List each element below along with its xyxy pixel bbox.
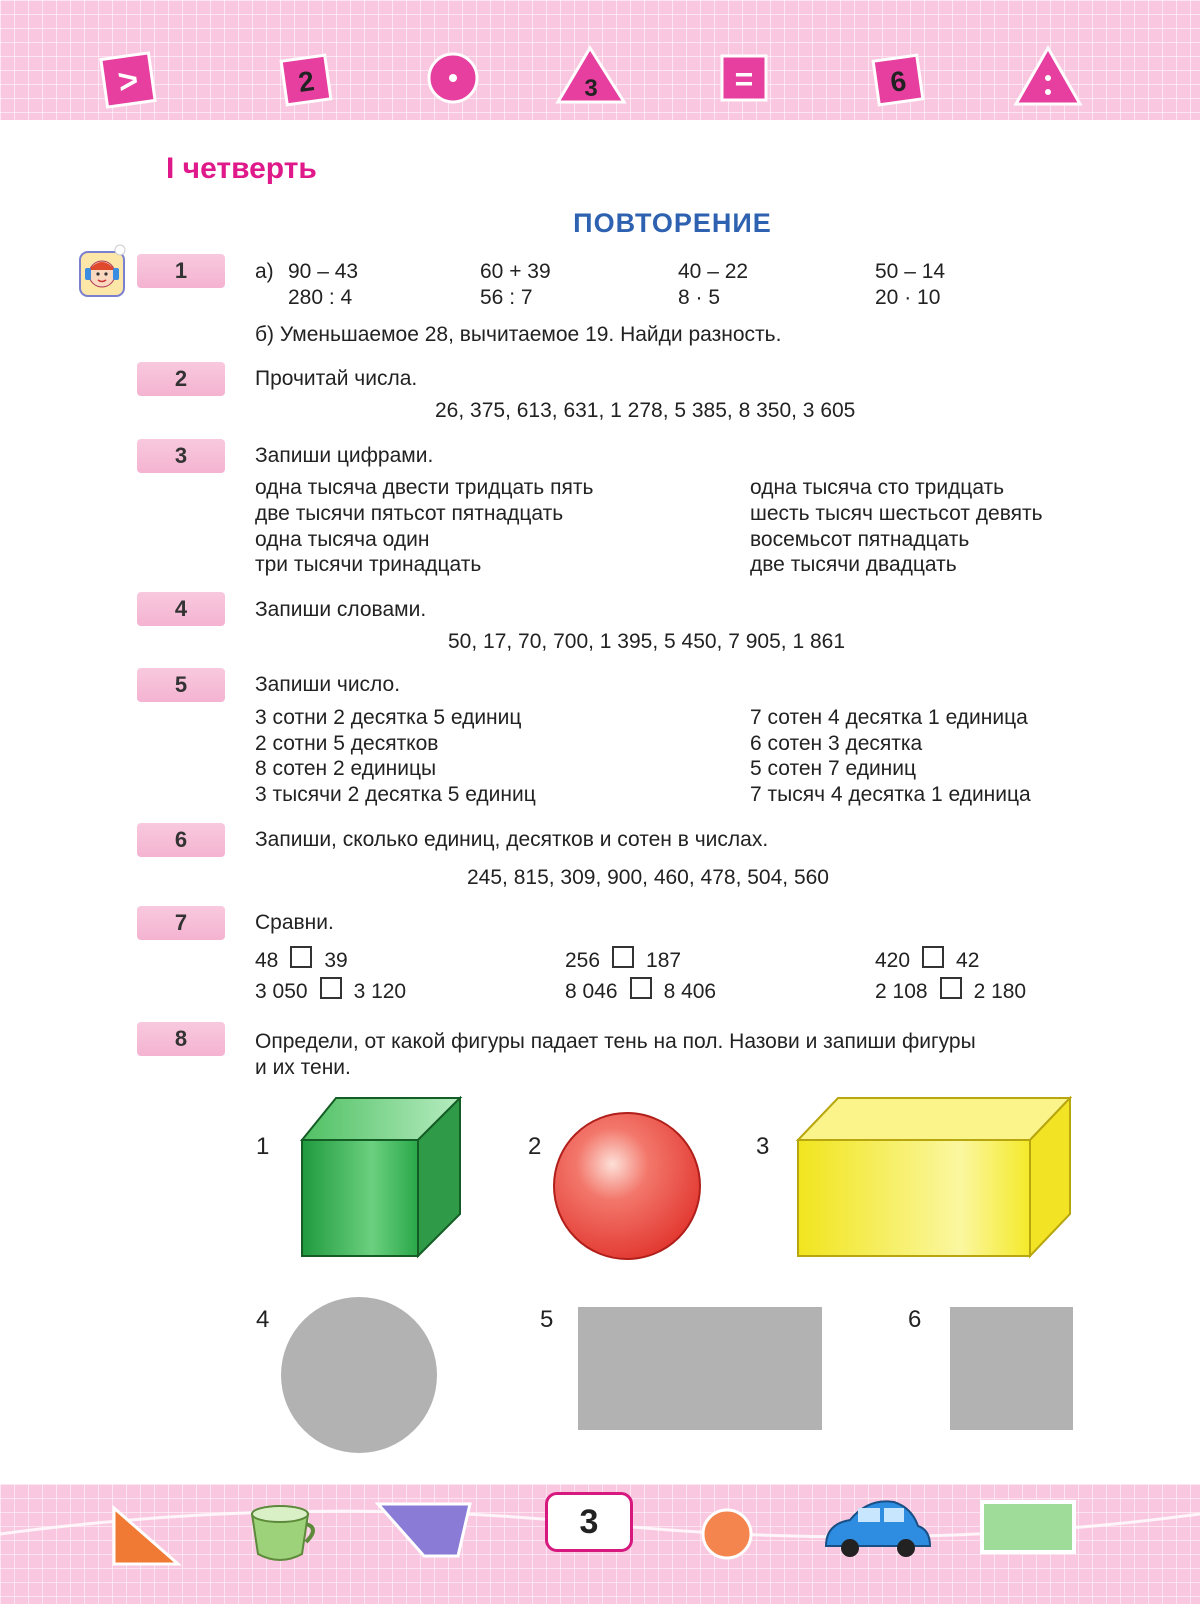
task-2-numbers: 26, 375, 613, 631, 1 278, 5 385, 8 350, 3 605 — [435, 399, 856, 422]
task-4-numbers: 50, 17, 70, 700, 1 395, 5 450, 7 905, 1 861 — [448, 630, 846, 653]
shadow-circle — [281, 1297, 437, 1453]
task-5-right: 7 тысяч 4 десятка 1 единица — [750, 783, 1031, 806]
task-8-badge: 8 — [137, 1022, 225, 1056]
compare-left: 3 050 — [255, 980, 308, 1003]
compare-pair — [875, 977, 1026, 1004]
task-1-b: б) Уменьшаемое 28, вычитаемое 19. Найди разность. — [255, 323, 782, 346]
task-3-title: Запиши цифрами. — [255, 444, 434, 467]
task-4-title: Запиши словами. — [255, 598, 427, 621]
task-1-expr: 280 : 4 — [288, 286, 353, 309]
compare-box[interactable] — [940, 977, 962, 999]
task-3-badge: 3 — [137, 439, 225, 473]
shadow-wide-rectangle — [578, 1307, 822, 1430]
task-3-left: две тысячи пятьсот пятнадцать — [255, 502, 564, 525]
section-title: ПОВТОРЕНИЕ — [573, 208, 772, 238]
compare-box[interactable] — [630, 977, 652, 999]
figure-label-3: 3 — [756, 1133, 770, 1160]
digit-2-icon — [281, 55, 331, 105]
equals-icon — [722, 56, 766, 100]
task-1-expr: 90 – 43 — [288, 260, 359, 283]
compare-pair — [565, 946, 681, 973]
compare-box[interactable] — [922, 946, 944, 968]
task-5-left: 8 сотен 2 единицы — [255, 757, 437, 780]
task-5-left: 3 тысячи 2 десятка 5 единиц — [255, 783, 536, 806]
task-1-expr: 20 · 10 — [875, 286, 941, 309]
compare-right: 3 120 — [353, 980, 407, 1003]
compare-right: 42 — [956, 949, 980, 972]
compare-pair — [565, 977, 716, 1004]
compare-pair — [255, 977, 406, 1004]
task-6-badge: 6 — [137, 823, 225, 857]
quarter-title: I четверть — [166, 152, 317, 185]
digit-6-icon — [873, 55, 923, 105]
task-3-right: одна тысяча сто тридцать — [750, 476, 1005, 499]
task-5-title: Запиши число. — [255, 673, 401, 696]
division-triangle-icon — [1016, 48, 1080, 104]
task-1-expr: 56 : 7 — [480, 286, 533, 309]
task-5-right: 5 сотен 7 единиц — [750, 757, 917, 780]
car-icon — [826, 1501, 930, 1557]
figure-label-4: 4 — [256, 1306, 270, 1333]
task-5-badge: 5 — [137, 668, 225, 702]
shadow-square — [950, 1307, 1073, 1430]
compare-left: 8 046 — [565, 980, 618, 1003]
header-band — [0, 0, 1200, 120]
task-2-title: Прочитай числа. — [255, 367, 418, 390]
circle-dot-icon — [429, 54, 477, 102]
greater-than-icon — [101, 53, 155, 107]
eq-symbol: = — [734, 61, 754, 97]
compare-left: 256 — [565, 949, 601, 972]
task-5-left: 3 сотни 2 десятка 5 единиц — [255, 706, 522, 729]
task-6-title: Запиши, сколько единиц, десятков и сотен в числах. — [255, 828, 769, 851]
compare-box[interactable] — [320, 977, 342, 999]
task-1-expr: 60 + 39 — [480, 260, 551, 283]
task-7-title: Сравни. — [255, 911, 334, 934]
task-5-right: 7 сотен 4 десятка 1 единица — [750, 706, 1028, 729]
task-5-left: 2 сотни 5 десятков — [255, 732, 439, 755]
task-2-badge: 2 — [137, 362, 225, 396]
task-3-left: одна тысяча двести тридцать пять — [255, 476, 594, 499]
green-cube — [302, 1098, 460, 1256]
three-symbol: 3 — [584, 75, 598, 102]
task-1-expr: 40 – 22 — [678, 260, 749, 283]
task-1-a-label: а) — [255, 260, 274, 283]
red-sphere — [554, 1113, 700, 1259]
task-6-numbers: 245, 815, 309, 900, 460, 478, 504, 560 — [467, 866, 829, 889]
compare-left: 48 — [255, 949, 279, 972]
task-3-right: две тысячи двадцать — [750, 553, 957, 576]
task-1-expr: 50 – 14 — [875, 260, 946, 283]
headphones-boy-icon — [78, 244, 126, 298]
triangle-3-icon — [558, 48, 624, 102]
page-number: 3 — [545, 1492, 633, 1552]
task-1-badge: 1 — [137, 254, 225, 288]
task-3-left: одна тысяча один — [255, 528, 430, 551]
task-1-expr: 8 · 5 — [678, 286, 721, 309]
trapezoid-icon — [378, 1504, 470, 1556]
gt-symbol: > — [115, 60, 141, 102]
task-3-right: восемьсот пятнадцать — [750, 528, 970, 551]
figure-label-1: 1 — [256, 1133, 270, 1160]
six-symbol: 6 — [888, 65, 909, 98]
compare-right: 2 180 — [973, 980, 1027, 1003]
two-symbol: 2 — [296, 65, 317, 98]
compare-pair — [255, 946, 348, 973]
task-5-right: 6 сотен 3 десятка — [750, 732, 923, 755]
compare-right: 8 406 — [663, 980, 717, 1003]
green-rectangle-icon — [982, 1502, 1074, 1552]
task-8-line1: Определи, от какой фигуры падает тень на пол. Назови и запиши фигуры — [255, 1030, 976, 1053]
figure-label-6: 6 — [908, 1306, 922, 1333]
compare-left: 420 — [875, 949, 911, 972]
compare-right: 39 — [324, 949, 348, 972]
compare-right: 187 — [646, 949, 682, 972]
header-icons — [0, 0, 1200, 120]
task-7-badge: 7 — [137, 906, 225, 940]
figure-label-5: 5 — [540, 1306, 554, 1333]
orange-circle-icon — [703, 1510, 751, 1558]
task-3-right: шесть тысяч шестьсот девять — [750, 502, 1043, 525]
yellow-box — [798, 1098, 1070, 1256]
compare-box[interactable] — [612, 946, 634, 968]
compare-left: 2 108 — [875, 980, 928, 1003]
compare-pair — [875, 946, 979, 973]
task-3-left: три тысячи тринадцать — [255, 553, 482, 576]
cup-icon — [252, 1506, 313, 1560]
compare-box[interactable] — [290, 946, 312, 968]
task-4-badge: 4 — [137, 592, 225, 626]
task-8-line2: и их тени. — [255, 1056, 351, 1079]
figure-label-2: 2 — [528, 1133, 542, 1160]
